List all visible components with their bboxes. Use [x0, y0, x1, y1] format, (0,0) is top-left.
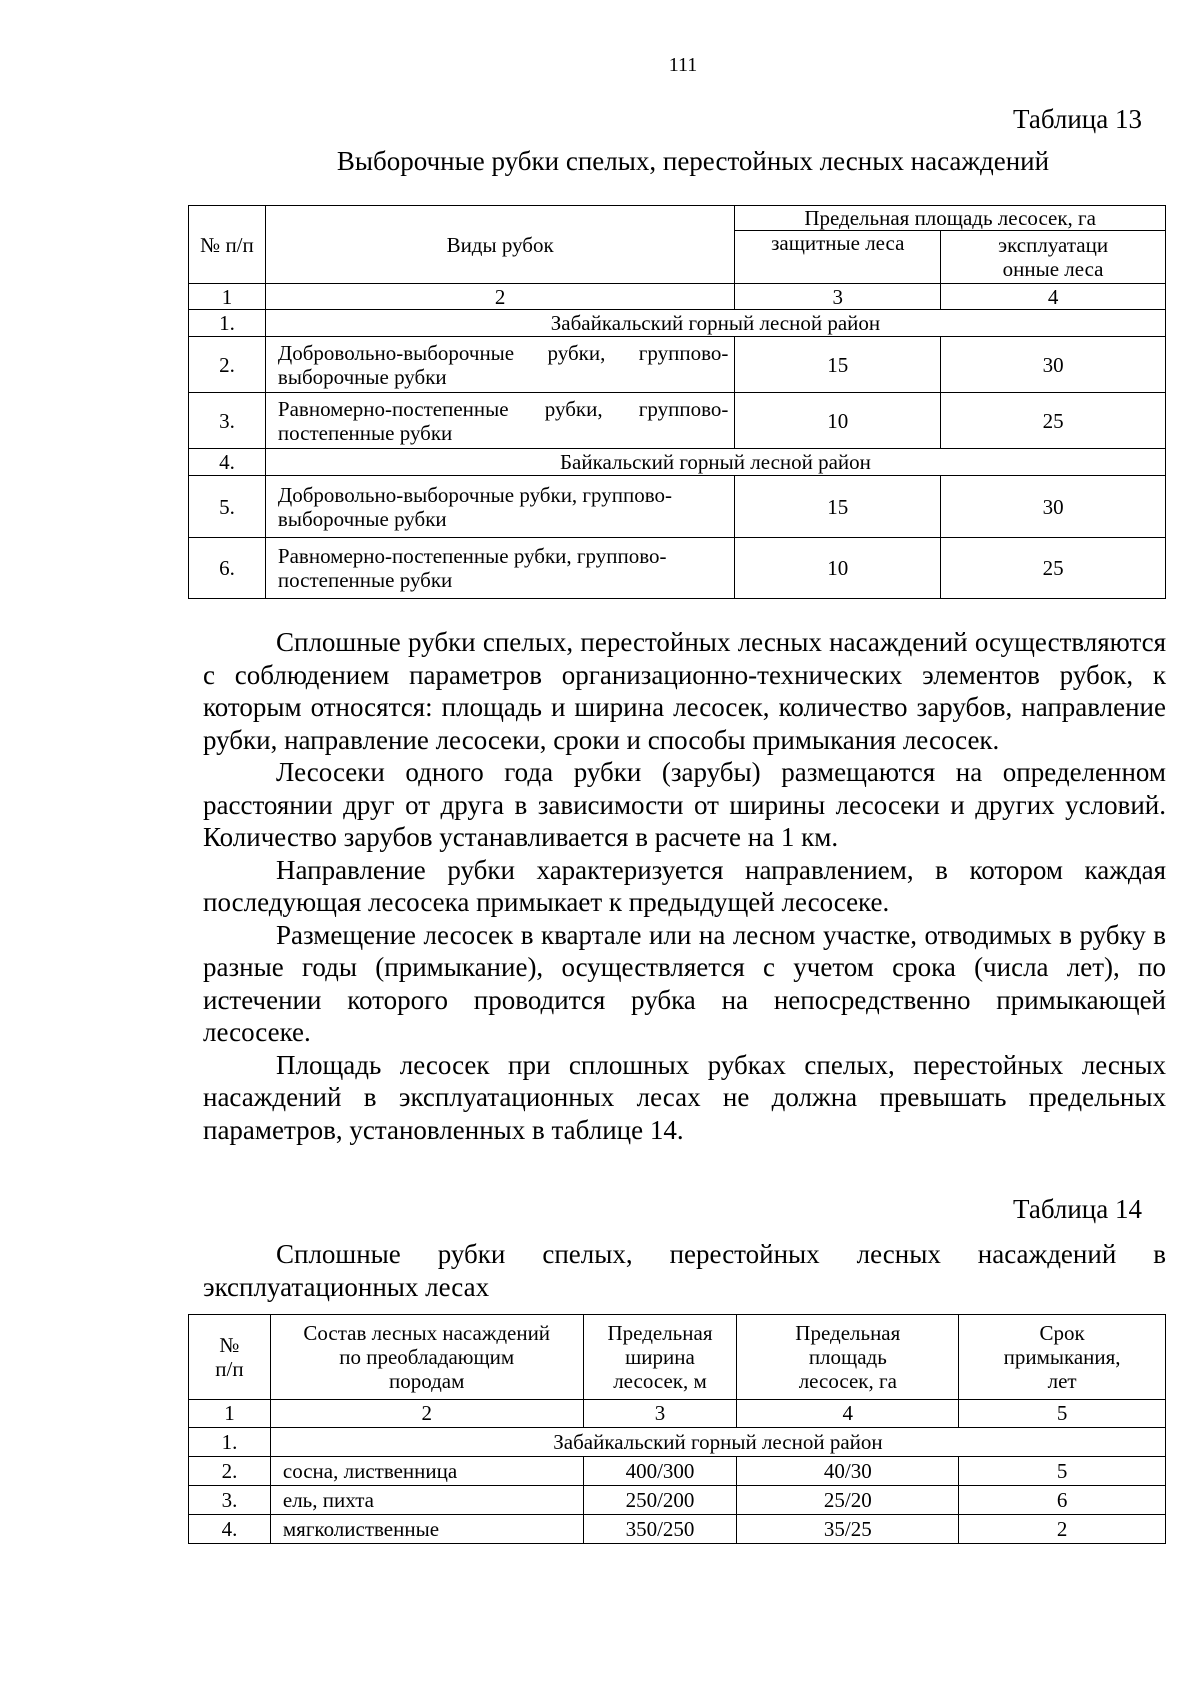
t13-row-type-line2: выборочные рубки — [277, 364, 447, 389]
t13-row-num: 1. — [189, 310, 266, 337]
t13-row-exploit: 25 — [941, 393, 1166, 449]
t13-row — [189, 337, 1166, 393]
t13-row-protective: 10 — [735, 393, 941, 449]
t14-header-num-line2: п/п — [215, 1357, 244, 1381]
t14-row-width: 250/200 — [583, 1486, 737, 1515]
t13-header-exploit-line1: эксплуатаци — [998, 233, 1109, 257]
t14-colnum: 1 — [189, 1400, 271, 1428]
table13 — [188, 205, 1166, 599]
t14-colnum: 3 — [583, 1400, 737, 1428]
t14-header-width-line3: лесосек, м — [613, 1369, 707, 1394]
t14-colnum-row — [189, 1400, 1166, 1428]
t14-row-num: 3. — [189, 1486, 271, 1515]
table13-label: Таблица 13 — [1013, 104, 1142, 134]
t14-row-width: 400/300 — [583, 1457, 737, 1486]
t14-row-num: 2. — [189, 1457, 271, 1486]
t14-header-comp-line1: Состав лесных насаждений — [303, 1320, 551, 1345]
page-number: 111 — [668, 54, 698, 76]
paragraph: Сплошные рубки спелых, перестойных лесных насаждений осуществляются с соблюдением параметров организационно-технических элементов рубок, к которым относятся: площадь и ширина лесосек, количество зарубов, направление рубки, направление лесосеки, сроки и способы примыкания лесосек. — [203, 627, 1166, 755]
t13-row-type-line1: Равномерно-постепенные рубки, группово- — [277, 396, 729, 421]
t14-header-width — [583, 1315, 737, 1400]
t14-row — [189, 1486, 1166, 1515]
t13-header-exploit — [941, 231, 1166, 284]
t14-header-term-line1: Срок — [1039, 1320, 1085, 1345]
t14-row-area: 40/30 — [737, 1457, 959, 1486]
t13-colnum: 3 — [735, 284, 941, 310]
t13-colnum: 1 — [189, 284, 266, 310]
body-text — [203, 626, 1166, 1146]
t13-row-protective: 15 — [735, 476, 941, 538]
table13-title: Выборочные рубки спелых, перестойных лесных насаждений — [336, 146, 1050, 176]
paragraph: Площадь лесосек при сплошных рубках спелых, перестойных лесных насаждений в эксплуатационных лесах не должна превышать предельных параметров, установленных в таблице 14. — [203, 1049, 1166, 1145]
t14-row-term: 5 — [959, 1457, 1166, 1486]
t14-colnum: 5 — [959, 1400, 1166, 1428]
paragraph: Лесосеки одного года рубки (зарубы) размещаются на определенном расстоянии друг от друга в зависимости от ширины лесосеки и других условий. Количество зарубов устанавливается в расчете на 1 км. — [203, 757, 1166, 852]
t13-row-type — [265, 476, 734, 538]
t14-header-num-line1: № — [219, 1332, 240, 1357]
t14-colnum: 4 — [737, 1400, 959, 1428]
t13-row-type-line2: выборочные рубки — [277, 506, 447, 531]
t13-row-num: 6. — [189, 538, 266, 599]
t13-row-type-line1: Добровольно-выборочные рубки, группово- — [277, 482, 673, 507]
t13-colnum-row — [189, 284, 1166, 310]
t14-header-row — [189, 1315, 1166, 1400]
t14-header-term-line2: примыкания, — [1003, 1344, 1121, 1369]
t13-row-num: 3. — [189, 393, 266, 449]
t13-row-type-line2: постепенные рубки — [277, 568, 453, 593]
t13-row — [189, 476, 1166, 538]
t14-header-comp-line3: породам — [388, 1369, 465, 1394]
t13-section-row — [189, 310, 1166, 337]
t13-row-exploit: 30 — [941, 476, 1166, 538]
t14-header-comp-line2: по преобладающим — [339, 1344, 515, 1369]
t14-header-num — [189, 1315, 271, 1400]
t14-row-area: 25/20 — [737, 1486, 959, 1515]
t13-section-row — [189, 449, 1166, 476]
t14-row-species: ель, пихта — [270, 1486, 583, 1515]
t14-section-label: Забайкальский горный лесной район — [270, 1428, 1165, 1457]
t14-header-width-line2: ширина — [625, 1344, 695, 1369]
t14-row-area: 35/25 — [737, 1515, 959, 1544]
t13-row-protective: 10 — [735, 538, 941, 599]
t14-row-term: 6 — [959, 1486, 1166, 1515]
t14-header-area-line1: Предельная — [795, 1320, 901, 1345]
t13-row-type-line1: Добровольно-выборочные рубки, группово- — [277, 340, 729, 365]
t14-header-area — [737, 1315, 959, 1400]
t14-row-width: 350/250 — [583, 1515, 737, 1544]
t14-header-width-line1: Предельная — [607, 1320, 713, 1345]
t13-row-num: 5. — [189, 476, 266, 538]
table14-label: Таблица 14 — [1013, 1194, 1142, 1224]
t14-section-row — [189, 1428, 1166, 1457]
table14 — [188, 1314, 1166, 1544]
t13-section-label: Забайкальский горный лесной район — [265, 310, 1165, 337]
t13-section-label: Байкальский горный лесной район — [265, 449, 1165, 476]
t13-row-type — [265, 538, 734, 599]
paragraph: Размещение лесосек в квартале или на лесном участке, отводимых в рубку в разные годы (примыкание), осуществляется с учетом срока (числа лет), по истечении которого проводится рубка на непосредственно примыкающей лесосеке. — [203, 919, 1166, 1047]
t14-row-term: 2 — [959, 1515, 1166, 1544]
t14-row — [189, 1515, 1166, 1544]
t14-row-species: сосна, лиственница — [270, 1457, 583, 1486]
t13-header-type: Виды рубок — [265, 206, 734, 284]
t13-row-protective: 15 — [735, 337, 941, 393]
t14-colnum: 2 — [270, 1400, 583, 1428]
t14-header-area-line2: площадь — [808, 1344, 887, 1369]
t13-row-type-line2: постепенные рубки — [277, 420, 453, 445]
t14-row — [189, 1457, 1166, 1486]
t14-header-area-line3: лесосек, га — [798, 1369, 897, 1394]
t13-colnum: 2 — [265, 284, 734, 310]
paragraph: Направление рубки характеризуется направлением, в котором каждая последующая лесосека примыкает к предыдущей лесосеке. — [203, 854, 1166, 917]
t14-header-composition — [270, 1315, 583, 1400]
table14-title-line2: эксплуатационных лесах — [203, 1271, 490, 1302]
t14-row-num: 1. — [189, 1428, 271, 1457]
t13-row-type — [265, 337, 734, 393]
t13-colnum: 4 — [941, 284, 1166, 310]
t14-row-species: мягколиственные — [270, 1515, 583, 1544]
t13-row-num: 4. — [189, 449, 266, 476]
t13-row-num: 2. — [189, 337, 266, 393]
t14-row-num: 4. — [189, 1515, 271, 1544]
t13-row — [189, 393, 1166, 449]
table14-title — [203, 1238, 1166, 1303]
table14-title-line1: Сплошные рубки спелых, перестойных лесных насаждений в — [276, 1239, 1166, 1269]
t13-row-type-line1: Равномерно-постепенные рубки, группово- — [277, 544, 667, 568]
t13-row-type — [265, 393, 734, 449]
t14-header-term — [959, 1315, 1166, 1400]
t13-row — [189, 538, 1166, 599]
t14-header-term-line3: лет — [1047, 1369, 1077, 1394]
t13-row-exploit: 30 — [941, 337, 1166, 393]
t13-row-exploit: 25 — [941, 538, 1166, 599]
t13-header-exploit-line2: онные леса — [1002, 257, 1104, 282]
t13-header-area-group: Предельная площадь лесосек, га — [735, 206, 1166, 231]
t13-header-protective: защитные леса — [735, 231, 941, 284]
t13-header-num: № п/п — [189, 206, 266, 284]
